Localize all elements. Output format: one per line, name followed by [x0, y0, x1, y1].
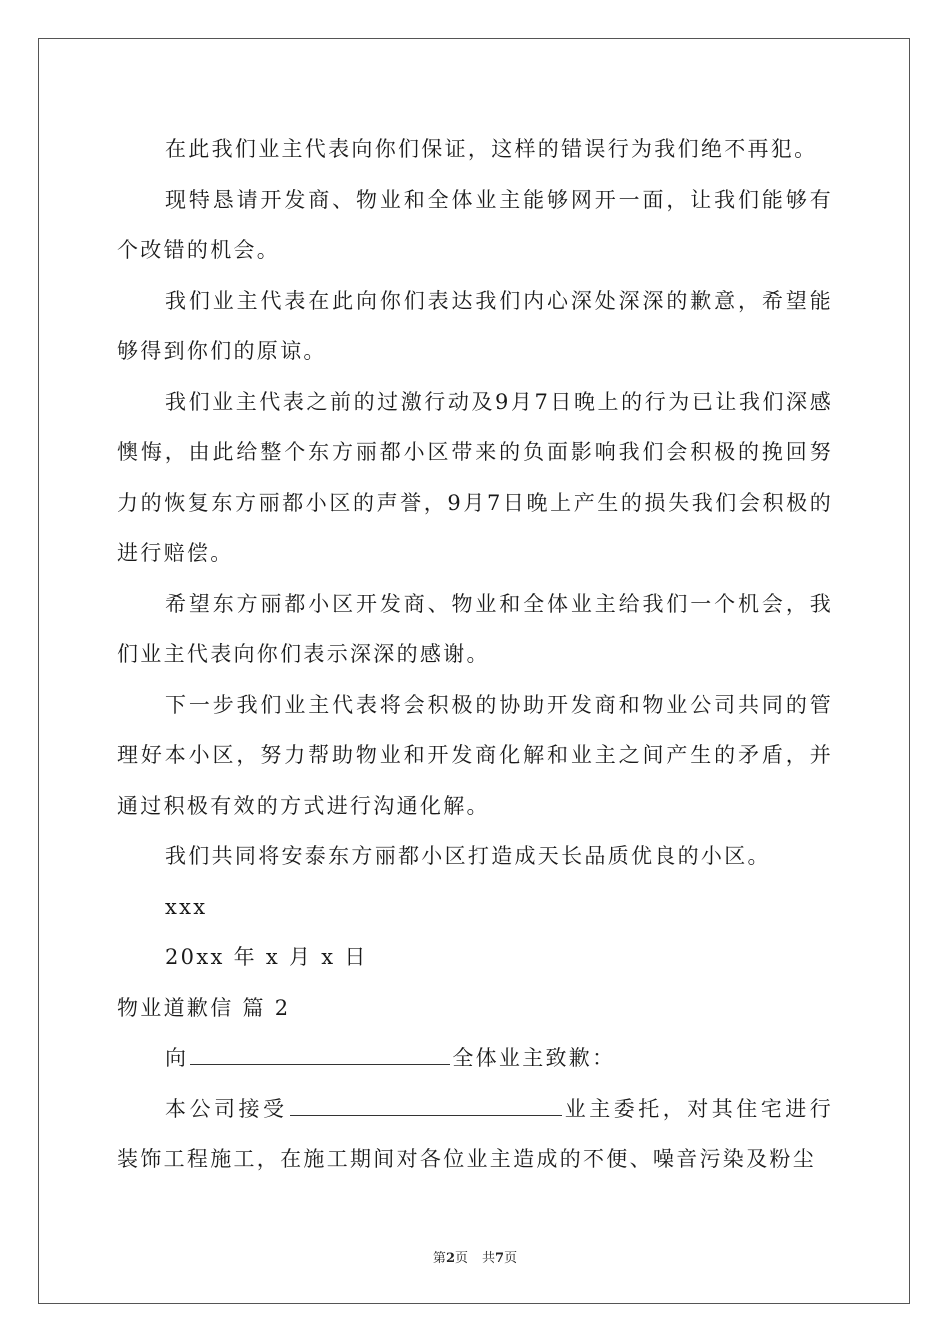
paragraph-goal: 我们共同将安泰东方丽都小区打造成天长品质优良的小区。 [165, 844, 771, 868]
section-heading: 物业道歉信 篇 2 [117, 995, 291, 1020]
addressee-prefix: 向 [165, 1046, 189, 1070]
page-suffix: 页 [454, 1251, 468, 1266]
page-footer [0, 1247, 950, 1266]
page-prefix: 第 [432, 1251, 446, 1266]
paragraph-hope: 希望东方丽都小区开发商、物业和全体业主给我们一个机会，我们业主代表向你们表示深深的感谢。 [117, 591, 833, 666]
body-suffix: 业主委托，对其住宅进行装饰工程施工，在施工期间对各位业主造成的不便、噪音污染及粉尘 [117, 1096, 833, 1171]
addressee-suffix: 全体业主致歉： [452, 1046, 616, 1070]
paragraph-apology: 我们业主代表在此向你们表达我们内心深处深深的歉意，希望能够得到你们的原谅。 [117, 288, 833, 363]
letter-date: 20xx 年 x 月 x 日 [165, 945, 368, 969]
signature: xxx [165, 894, 208, 919]
letter2-addressee-line [117, 1033, 833, 1084]
total-prefix: 共 [482, 1251, 496, 1266]
body-prefix: 本公司接受 [165, 1096, 288, 1121]
paragraph-regret: 我们业主代表之前的过激行动及9月7日晚上的行为已让我们深感懊悔，由此给整个东方丽都小区带来的负面影响我们会积极的挽回努力的恢复东方丽都小区的声誉，9月7日晚上产生的损失我们会积极的进行赔偿。 [117, 389, 833, 565]
paragraph-next-steps: 下一步我们业主代表将会积极的协助开发商和物业公司共同的管理好本小区，努力帮助物业和开发商化解和业主之间产生的矛盾，并通过积极有效的方式进行沟通化解。 [117, 692, 833, 818]
document-body [117, 124, 833, 1185]
paragraph-promise: 在此我们业主代表向你们保证，这样的错误行为我们绝不再犯。 [165, 137, 818, 161]
letter2-body-paragraph [117, 1084, 833, 1185]
owner-blank-field [290, 1093, 562, 1116]
paragraph-request-forgiveness: 现特恳请开发商、物业和全体业主能够网开一面，让我们能够有个改错的机会。 [117, 187, 833, 262]
addressee-blank-field [190, 1042, 450, 1065]
total-page-number: 7 [495, 1251, 505, 1266]
current-page-number: 2 [445, 1251, 455, 1266]
total-suffix: 页 [504, 1251, 518, 1266]
